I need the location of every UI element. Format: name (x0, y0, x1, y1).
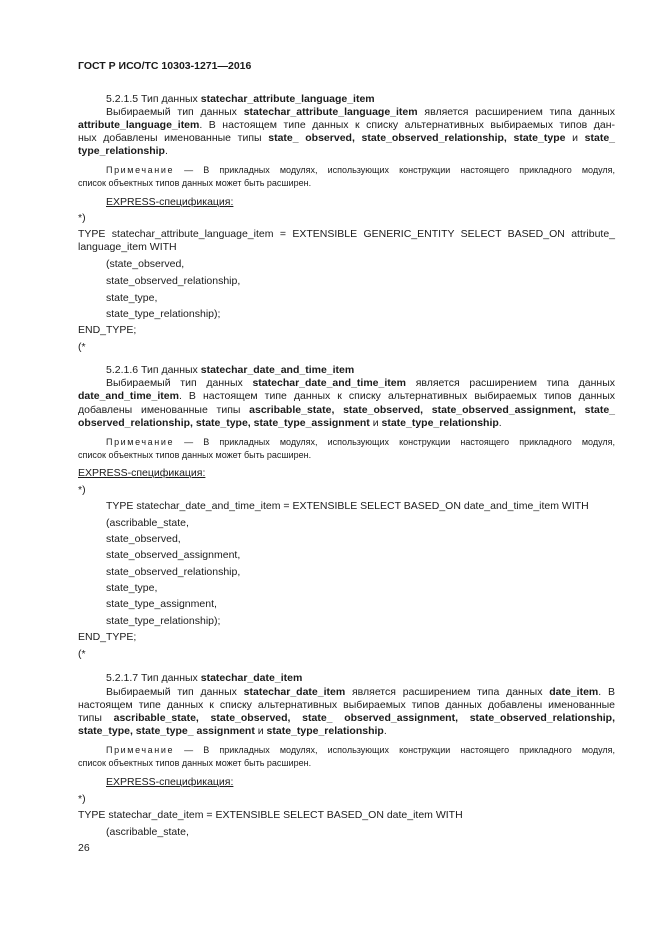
code-line: state_observed, (106, 533, 181, 545)
paragraph-line: Выбираемый тип данных statechar_date_item является расширением типа данных date_item. В (106, 686, 615, 698)
paragraph-line: ных добавлены именованные типы state_ observed, state_observed_relationship, state_type и state_ (78, 132, 616, 144)
express-spec-label: EXPRESS-спецификация: (106, 776, 234, 788)
paragraph-line: Выбираемый тип данных statechar_attribute_language_item является расширением типа данных (106, 106, 615, 118)
paragraph-line: date_and_time_item. В настоящем типе данных к списку альтернативных выбираемых типов данных (78, 390, 615, 402)
code-line: state_type_relationship); (106, 308, 221, 320)
code-line: (state_observed, (106, 258, 185, 270)
code-line: (ascribable_state, (106, 517, 189, 529)
code-line: END_TYPE; (78, 631, 137, 643)
paragraph-line: Выбираемый тип данных statechar_date_and_time_item является расширением типа данных (106, 377, 615, 389)
note: Примечание — В прикладных модулях, использующих конструкции настоящего прикладного модуля, (106, 745, 615, 755)
express-spec-label: EXPRESS-спецификация: (78, 467, 206, 479)
code-line: TYPE statechar_date_item = EXTENSIBLE SELECT BASED_ON date_item WITH (78, 809, 463, 821)
paragraph-line: настоящем типе данных к списку альтернативных выбираемых типов данных добавлены именованные (78, 699, 615, 711)
code-line: *) (78, 793, 86, 805)
code-line: *) (78, 212, 86, 224)
code-line: state_type, (106, 292, 158, 304)
section-heading: 5.2.1.6 Тип данных statechar_date_and_time_item (106, 364, 355, 376)
document-header: ГОСТ Р ИСО/ТС 10303-1271—2016 (78, 60, 252, 72)
page-number: 26 (78, 842, 90, 854)
code-line: (* (78, 341, 86, 353)
section-heading: 5.2.1.5 Тип данных statechar_attribute_language_item (106, 93, 375, 105)
paragraph-line: observed_relationship, state_type, state_type_assignment и state_type_relationship. (78, 417, 502, 429)
code-line: TYPE statechar_date_and_time_item = EXTENSIBLE SELECT BASED_ON date_and_time_item WITH (106, 500, 589, 512)
code-line: state_type, (106, 582, 158, 594)
paragraph-line: attribute_language_item. В настоящем типе данных к списку альтернативных выбираемых типов дан- (78, 119, 615, 131)
code-line: state_type_relationship); (106, 615, 221, 627)
code-line: state_observed_relationship, (106, 275, 241, 287)
note: список объектных типов данных может быть расширен. (78, 178, 312, 188)
code-line: (* (78, 648, 86, 660)
code-line: TYPE statechar_attribute_language_item = EXTENSIBLE GENERIC_ENTITY SELECT BASED_ON attribute_ (78, 228, 615, 240)
paragraph-line: state_type, state_type_ assignment и state_type_relationship. (78, 725, 387, 737)
paragraph-line: добавлены именованные типы ascribable_state, state_observed, state_observed_assignment, state_ (78, 404, 615, 416)
note: Примечание — В прикладных модулях, использующих конструкции настоящего прикладного модуля, (106, 165, 615, 175)
express-spec-label: EXPRESS-спецификация: (106, 196, 234, 208)
code-line: (ascribable_state, (106, 826, 189, 838)
code-line: END_TYPE; (78, 324, 137, 336)
code-line: state_type_assignment, (106, 598, 217, 610)
note: Примечание — В прикладных модулях, использующих конструкции настоящего прикладного модуля, (106, 437, 615, 447)
code-line: *) (78, 484, 86, 496)
paragraph-line: типы ascribable_state, state_observed, state_ observed_assignment, state_observed_relationship, (78, 712, 615, 724)
section-heading: 5.2.1.7 Тип данных statechar_date_item (106, 672, 303, 684)
code-line: language_item WITH (78, 241, 177, 253)
note: список объектных типов данных может быть расширен. (78, 450, 312, 460)
code-line: state_observed_relationship, (106, 566, 241, 578)
code-line: state_observed_assignment, (106, 549, 241, 561)
paragraph-line: type_relationship. (78, 145, 168, 157)
note: список объектных типов данных может быть расширен. (78, 758, 312, 768)
